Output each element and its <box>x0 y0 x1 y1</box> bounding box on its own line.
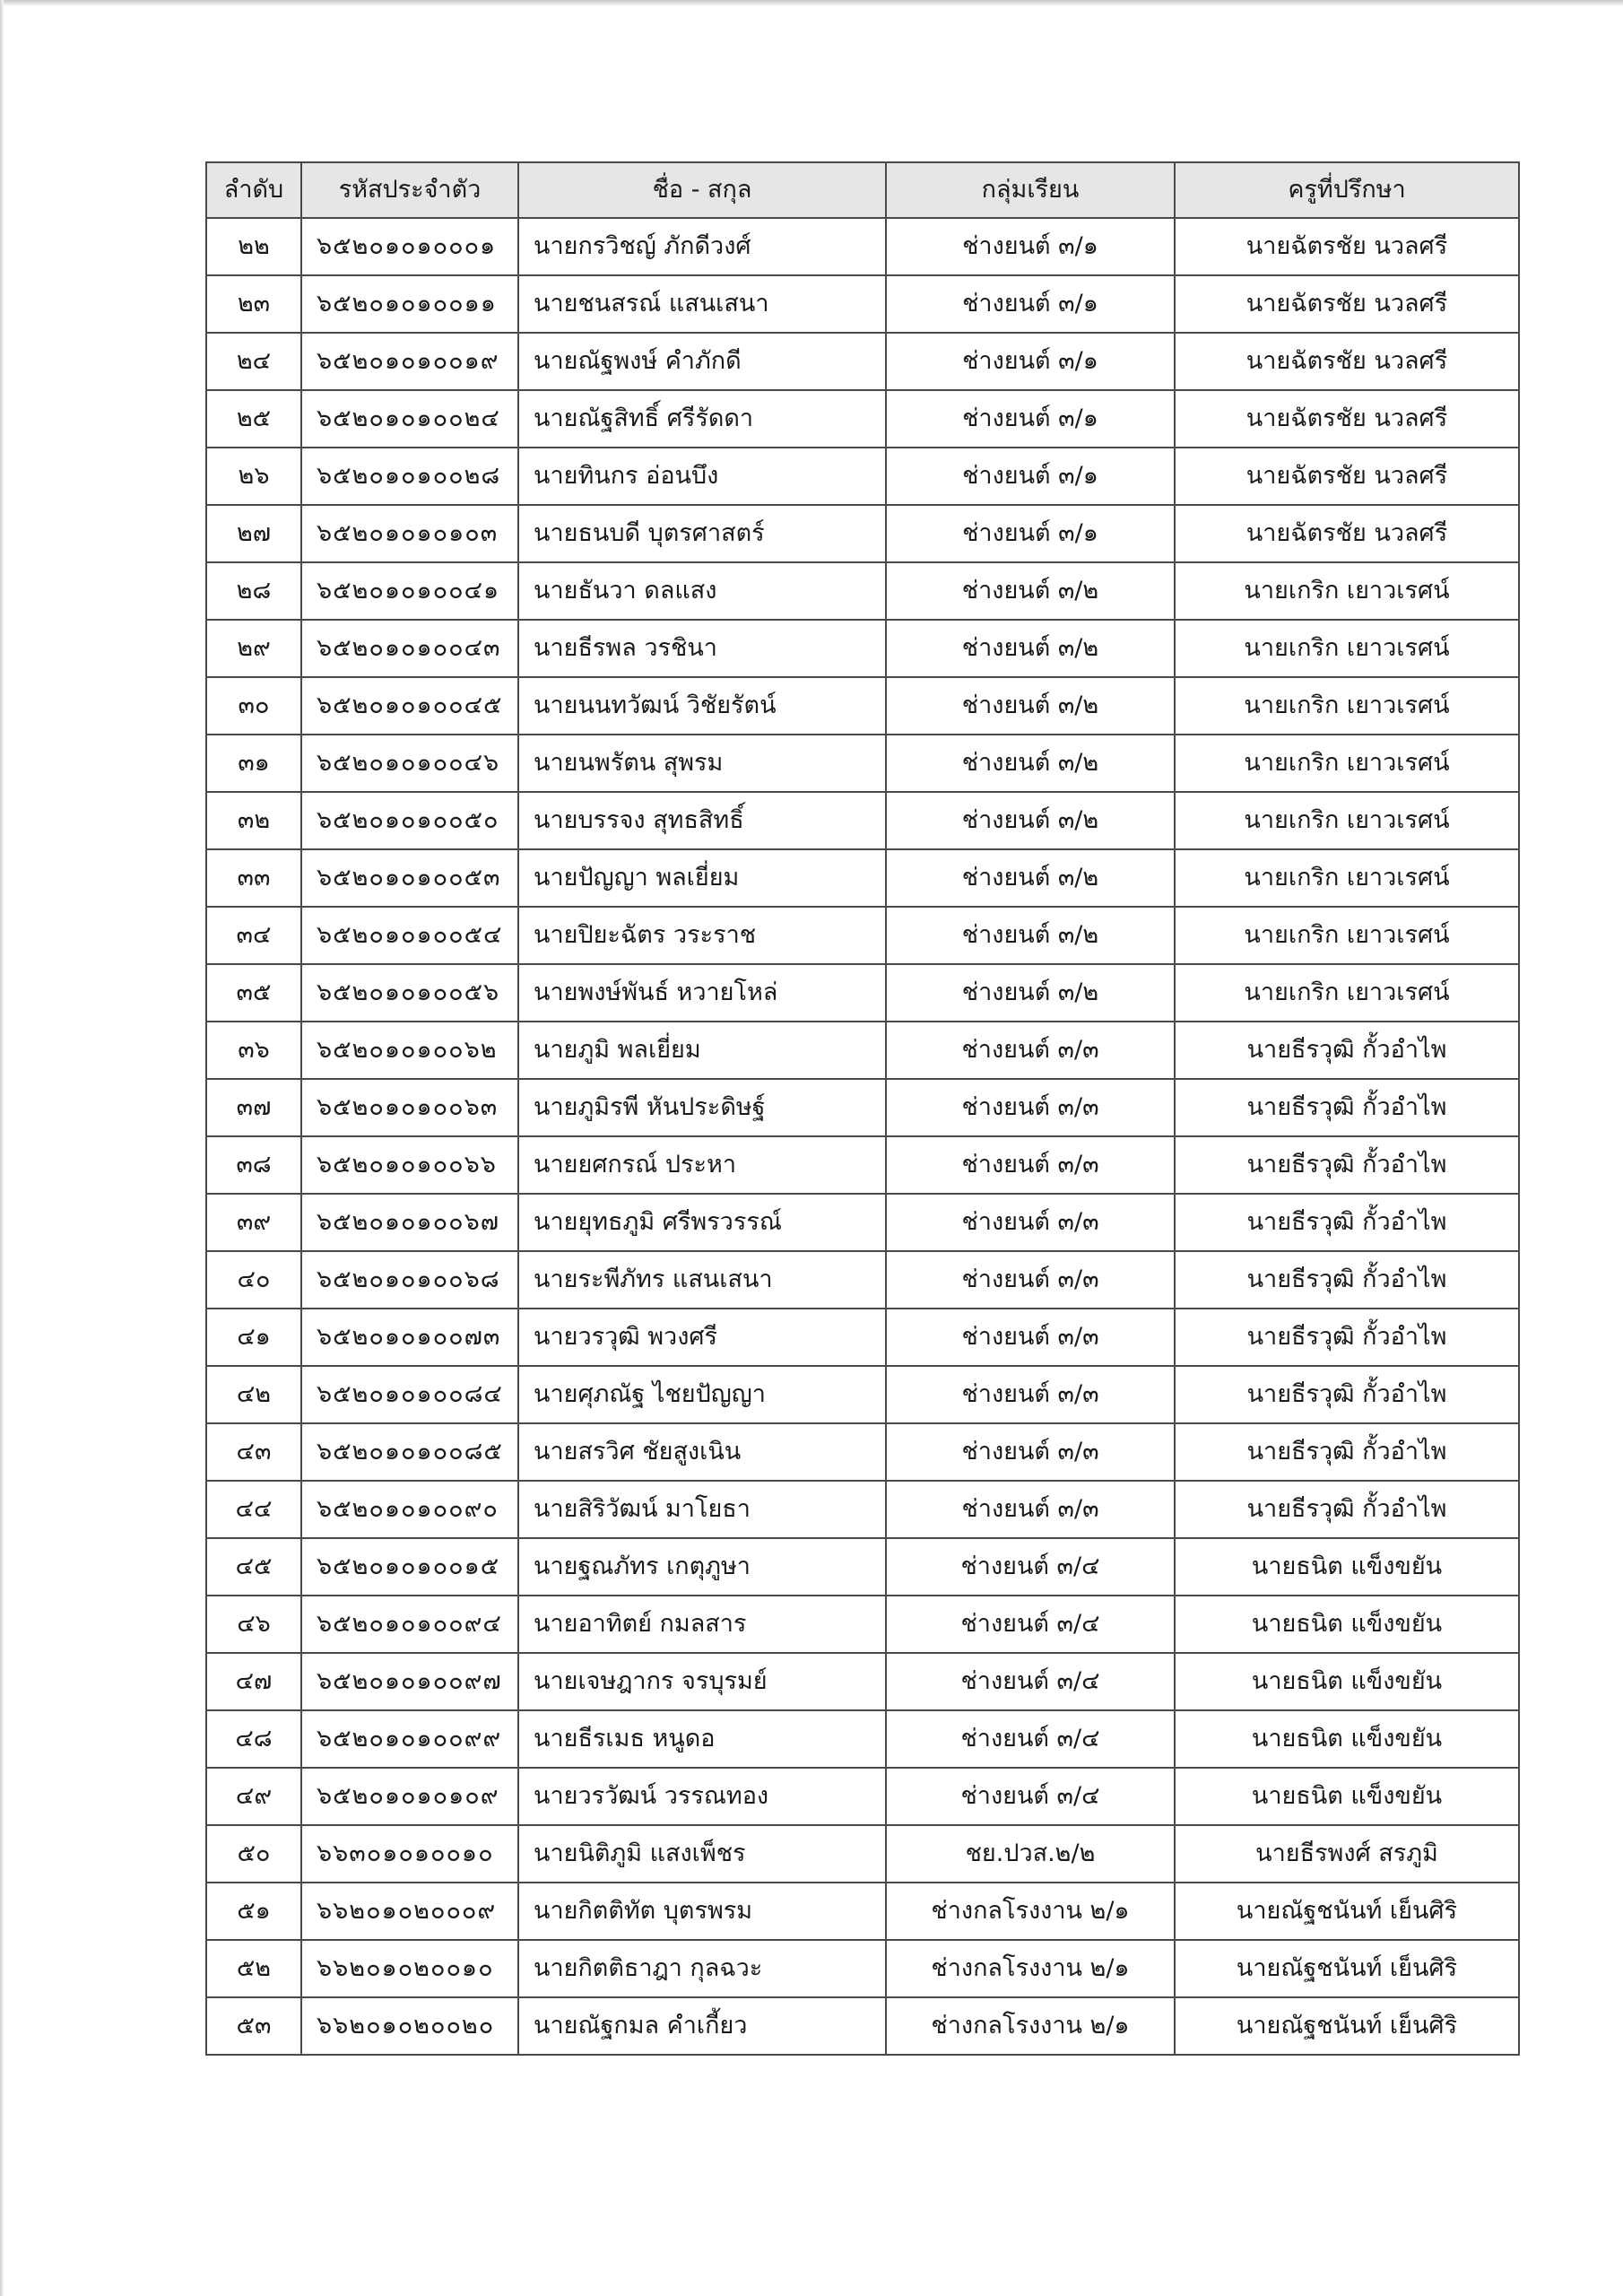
table-row <box>206 964 1519 1022</box>
row-order-cell: ๒๙ <box>206 620 301 677</box>
row-advisor-cell: นายธีรวุฒิ กั้วอำไพ <box>1175 1022 1519 1079</box>
row-class-group-cell: ช่างกลโรงงาน ๒/๑ <box>886 1883 1175 1940</box>
row-student-id-cell: ๖๕๒๐๑๐๑๐๐๒๔ <box>301 390 518 448</box>
row-advisor-cell: นายธีรวุฒิ กั้วอำไพ <box>1175 1309 1519 1366</box>
row-student-id-cell: ๖๕๒๐๑๐๑๐๐๗๓ <box>301 1309 518 1366</box>
row-order-cell: ๔๘ <box>206 1710 301 1768</box>
row-full-name-cell: นายนิติภูมิ แสงเพ็ชร <box>518 1825 886 1883</box>
row-advisor-cell: นายธนิต แข็งขยัน <box>1175 1538 1519 1596</box>
row-class-group-cell: ช่างยนต์ ๓/๔ <box>886 1710 1175 1768</box>
row-full-name-cell: นายวรวุฒิ พวงศรี <box>518 1309 886 1366</box>
row-class-group-cell: ช่างยนต์ ๓/๓ <box>886 1309 1175 1366</box>
row-advisor-cell: นายเกริก เยาวเรศน์ <box>1175 677 1519 735</box>
row-student-id-cell: ๖๕๒๐๑๐๑๐๐๕๓ <box>301 849 518 907</box>
row-student-id-cell: ๖๕๒๐๑๐๑๐๐๔๕ <box>301 677 518 735</box>
row-full-name-cell: นายณัฐกมล คำเกี้ยว <box>518 1997 886 2055</box>
row-order-cell: ๔๔ <box>206 1481 301 1538</box>
row-full-name-cell: นายกิตติธาฎา กุลฉวะ <box>518 1940 886 1997</box>
table-row <box>206 1710 1519 1768</box>
row-class-group-cell: ช่างยนต์ ๓/๓ <box>886 1481 1175 1538</box>
row-student-id-cell: ๖๕๒๐๑๐๑๐๐๔๑ <box>301 562 518 620</box>
table-row <box>206 735 1519 792</box>
row-full-name-cell: นายวรวัฒน์ วรรณทอง <box>518 1768 886 1825</box>
row-full-name-cell: นายยศกรณ์ ประหา <box>518 1136 886 1194</box>
row-full-name-cell: นายบรรจง สุทธสิทธิ์ <box>518 792 886 849</box>
row-full-name-cell: นายนนทวัฒน์ วิชัยรัตน์ <box>518 677 886 735</box>
row-class-group-cell: ช่างยนต์ ๓/๑ <box>886 275 1175 333</box>
header-order: ลำดับ <box>206 162 301 218</box>
header-student-id: รหัสประจำตัว <box>301 162 518 218</box>
row-order-cell: ๕๑ <box>206 1883 301 1940</box>
table-row <box>206 218 1519 275</box>
row-order-cell: ๓๓ <box>206 849 301 907</box>
row-class-group-cell: ช่างยนต์ ๓/๔ <box>886 1768 1175 1825</box>
row-order-cell: ๓๖ <box>206 1022 301 1079</box>
row-order-cell: ๓๕ <box>206 964 301 1022</box>
row-class-group-cell: ช่างยนต์ ๓/๓ <box>886 1022 1175 1079</box>
row-full-name-cell: นายพงษ์พันธ์ หวายโหล่ <box>518 964 886 1022</box>
row-student-id-cell: ๖๖๒๐๑๐๒๐๐๒๐ <box>301 1997 518 2055</box>
row-advisor-cell: นายธนิต แข็งขยัน <box>1175 1710 1519 1768</box>
row-student-id-cell: ๖๖๓๐๑๐๑๐๐๑๐ <box>301 1825 518 1883</box>
row-advisor-cell: นายธีรวุฒิ กั้วอำไพ <box>1175 1251 1519 1309</box>
table-row <box>206 1653 1519 1710</box>
row-order-cell: ๒๒ <box>206 218 301 275</box>
row-full-name-cell: นายภูมิรพี หันประดิษฐ์ <box>518 1079 886 1136</box>
table-row <box>206 1309 1519 1366</box>
row-advisor-cell: นายเกริก เยาวเรศน์ <box>1175 792 1519 849</box>
row-order-cell: ๕๐ <box>206 1825 301 1883</box>
row-class-group-cell: ช่างยนต์ ๓/๑ <box>886 333 1175 390</box>
header-class-group: กลุ่มเรียน <box>886 162 1175 218</box>
row-student-id-cell: ๖๕๒๐๑๐๑๐๐๒๘ <box>301 448 518 505</box>
table-row <box>206 1883 1519 1940</box>
row-advisor-cell: นายฉัตรชัย นวลศรี <box>1175 218 1519 275</box>
row-order-cell: ๔๑ <box>206 1309 301 1366</box>
table-row <box>206 390 1519 448</box>
row-order-cell: ๒๗ <box>206 505 301 562</box>
row-order-cell: ๒๕ <box>206 390 301 448</box>
row-class-group-cell: ช่างยนต์ ๓/๑ <box>886 390 1175 448</box>
row-student-id-cell: ๖๖๒๐๑๐๒๐๐๐๙ <box>301 1883 518 1940</box>
row-student-id-cell: ๖๕๒๐๑๐๑๐๐๕๖ <box>301 964 518 1022</box>
row-advisor-cell: นายธีรวุฒิ กั้วอำไพ <box>1175 1481 1519 1538</box>
row-student-id-cell: ๖๕๒๐๑๐๑๐๐๖๖ <box>301 1136 518 1194</box>
row-advisor-cell: นายธีรวุฒิ กั้วอำไพ <box>1175 1194 1519 1251</box>
table-header-row <box>206 162 1519 218</box>
row-order-cell: ๒๖ <box>206 448 301 505</box>
row-class-group-cell: ช่างยนต์ ๓/๓ <box>886 1251 1175 1309</box>
row-class-group-cell: ช่างยนต์ ๓/๒ <box>886 964 1175 1022</box>
row-order-cell: ๔๐ <box>206 1251 301 1309</box>
row-order-cell: ๓๙ <box>206 1194 301 1251</box>
row-class-group-cell: ช่างยนต์ ๓/๓ <box>886 1366 1175 1423</box>
row-order-cell: ๔๖ <box>206 1596 301 1653</box>
row-advisor-cell: นายธนิต แข็งขยัน <box>1175 1768 1519 1825</box>
row-student-id-cell: ๖๕๒๐๑๐๑๐๐๙๔ <box>301 1596 518 1653</box>
row-advisor-cell: นายเกริก เยาวเรศน์ <box>1175 620 1519 677</box>
table-row <box>206 1251 1519 1309</box>
row-student-id-cell: ๖๕๒๐๑๐๑๐๐๕๐ <box>301 792 518 849</box>
row-full-name-cell: นายณัฐสิทธิ์ ศรีรัดดา <box>518 390 886 448</box>
row-order-cell: ๒๔ <box>206 333 301 390</box>
row-student-id-cell: ๖๕๒๐๑๐๑๐๐๐๑ <box>301 218 518 275</box>
row-class-group-cell: ช่างยนต์ ๓/๒ <box>886 735 1175 792</box>
row-order-cell: ๓๑ <box>206 735 301 792</box>
row-student-id-cell: ๖๕๒๐๑๐๑๐๑๐๙ <box>301 1768 518 1825</box>
table-row <box>206 1423 1519 1481</box>
row-order-cell: ๓๒ <box>206 792 301 849</box>
row-full-name-cell: นายณัฐพงษ์ คำภักดี <box>518 333 886 390</box>
table-row <box>206 1022 1519 1079</box>
table-row <box>206 907 1519 964</box>
row-full-name-cell: นายสรวิศ ชัยสูงเนิน <box>518 1423 886 1481</box>
row-order-cell: ๒๘ <box>206 562 301 620</box>
row-advisor-cell: นายณัฐชนันท์ เย็นศิริ <box>1175 1997 1519 2055</box>
row-class-group-cell: ช่างยนต์ ๓/๒ <box>886 677 1175 735</box>
table-row <box>206 620 1519 677</box>
row-advisor-cell: นายเกริก เยาวเรศน์ <box>1175 735 1519 792</box>
scan-edge-top <box>0 0 1623 5</box>
table-row <box>206 1940 1519 1997</box>
row-order-cell: ๔๙ <box>206 1768 301 1825</box>
row-class-group-cell: ช่างยนต์ ๓/๒ <box>886 562 1175 620</box>
row-full-name-cell: นายปัญญา พลเยี่ยม <box>518 849 886 907</box>
row-student-id-cell: ๖๕๒๐๑๐๑๐๐๙๙ <box>301 1710 518 1768</box>
row-full-name-cell: นายภูมิ พลเยี่ยม <box>518 1022 886 1079</box>
row-advisor-cell: นายธีรวุฒิ กั้วอำไพ <box>1175 1366 1519 1423</box>
row-student-id-cell: ๖๕๒๐๑๐๑๐๐๖๗ <box>301 1194 518 1251</box>
table-body <box>206 218 1519 2055</box>
row-student-id-cell: ๖๕๒๐๑๐๑๐๐๔๖ <box>301 735 518 792</box>
row-advisor-cell: นายณัฐชนันท์ เย็นศิริ <box>1175 1940 1519 1997</box>
row-class-group-cell: ชย.ปวส.๒/๒ <box>886 1825 1175 1883</box>
row-advisor-cell: นายเกริก เยาวเรศน์ <box>1175 562 1519 620</box>
table-row <box>206 1768 1519 1825</box>
row-advisor-cell: นายธีรวุฒิ กั้วอำไพ <box>1175 1079 1519 1136</box>
table-row <box>206 1538 1519 1596</box>
row-advisor-cell: นายเกริก เยาวเรศน์ <box>1175 907 1519 964</box>
row-full-name-cell: นายปิยะฉัตร วระราช <box>518 907 886 964</box>
row-class-group-cell: ช่างยนต์ ๓/๓ <box>886 1194 1175 1251</box>
row-student-id-cell: ๖๕๒๐๑๐๑๐๐๙๐ <box>301 1481 518 1538</box>
table-row <box>206 448 1519 505</box>
row-full-name-cell: นายระพีภัทร แสนเสนา <box>518 1251 886 1309</box>
row-advisor-cell: นายฉัตรชัย นวลศรี <box>1175 333 1519 390</box>
row-full-name-cell: นายอาทิตย์ กมลสาร <box>518 1596 886 1653</box>
row-student-id-cell: ๖๖๒๐๑๐๒๐๐๑๐ <box>301 1940 518 1997</box>
row-class-group-cell: ช่างยนต์ ๓/๔ <box>886 1596 1175 1653</box>
table-row <box>206 1136 1519 1194</box>
row-advisor-cell: นายณัฐชนันท์ เย็นศิริ <box>1175 1883 1519 1940</box>
table-row <box>206 1194 1519 1251</box>
row-student-id-cell: ๖๕๒๐๑๐๑๐๐๘๔ <box>301 1366 518 1423</box>
table-row <box>206 1825 1519 1883</box>
row-full-name-cell: นายฐณภัทร เกตุภูษา <box>518 1538 886 1596</box>
row-class-group-cell: ช่างยนต์ ๓/๑ <box>886 218 1175 275</box>
row-full-name-cell: นายยุทธภูมิ ศรีพรวรรณ์ <box>518 1194 886 1251</box>
table-row <box>206 1366 1519 1423</box>
row-order-cell: ๓๐ <box>206 677 301 735</box>
row-class-group-cell: ช่างกลโรงงาน ๒/๑ <box>886 1997 1175 2055</box>
row-order-cell: ๓๗ <box>206 1079 301 1136</box>
row-order-cell: ๕๒ <box>206 1940 301 1997</box>
row-order-cell: ๓๘ <box>206 1136 301 1194</box>
row-full-name-cell: นายเจษฎากร จรบุรมย์ <box>518 1653 886 1710</box>
row-class-group-cell: ช่างยนต์ ๓/๒ <box>886 849 1175 907</box>
row-full-name-cell: นายนพรัตน สุพรม <box>518 735 886 792</box>
row-advisor-cell: นายธนิต แข็งขยัน <box>1175 1596 1519 1653</box>
row-full-name-cell: นายธันวา ดลแสง <box>518 562 886 620</box>
table-row <box>206 1079 1519 1136</box>
row-student-id-cell: ๖๕๒๐๑๐๑๐๐๖๓ <box>301 1079 518 1136</box>
row-advisor-cell: นายฉัตรชัย นวลศรี <box>1175 448 1519 505</box>
row-full-name-cell: นายธีรเมธ หนูดอ <box>518 1710 886 1768</box>
row-order-cell: ๒๓ <box>206 275 301 333</box>
row-student-id-cell: ๖๕๒๐๑๐๑๐๑๐๓ <box>301 505 518 562</box>
table-row <box>206 1997 1519 2055</box>
row-student-id-cell: ๖๕๒๐๑๐๑๐๐๖๘ <box>301 1251 518 1309</box>
row-student-id-cell: ๖๕๒๐๑๐๑๐๐๕๔ <box>301 907 518 964</box>
row-advisor-cell: นายฉัตรชัย นวลศรี <box>1175 505 1519 562</box>
row-full-name-cell: นายชนสรณ์ แสนเสนา <box>518 275 886 333</box>
row-full-name-cell: นายกรวิชญ์ ภักดีวงศ์ <box>518 218 886 275</box>
row-full-name-cell: นายธีรพล วรชินา <box>518 620 886 677</box>
table-row <box>206 275 1519 333</box>
header-advisor: ครูที่ปรึกษา <box>1175 162 1519 218</box>
row-student-id-cell: ๖๕๒๐๑๐๑๐๐๙๗ <box>301 1653 518 1710</box>
row-order-cell: ๔๕ <box>206 1538 301 1596</box>
row-advisor-cell: นายเกริก เยาวเรศน์ <box>1175 964 1519 1022</box>
row-order-cell: ๔๒ <box>206 1366 301 1423</box>
row-class-group-cell: ช่างยนต์ ๓/๓ <box>886 1136 1175 1194</box>
row-student-id-cell: ๖๕๒๐๑๐๑๐๐๑๑ <box>301 275 518 333</box>
row-class-group-cell: ช่างยนต์ ๓/๒ <box>886 620 1175 677</box>
row-advisor-cell: นายเกริก เยาวเรศน์ <box>1175 849 1519 907</box>
table-row <box>206 1481 1519 1538</box>
row-order-cell: ๓๔ <box>206 907 301 964</box>
row-advisor-cell: นายฉัตรชัย นวลศรี <box>1175 275 1519 333</box>
row-class-group-cell: ช่างยนต์ ๓/๒ <box>886 792 1175 849</box>
row-order-cell: ๕๓ <box>206 1997 301 2055</box>
row-class-group-cell: ช่างกลโรงงาน ๒/๑ <box>886 1940 1175 1997</box>
row-class-group-cell: ช่างยนต์ ๓/๒ <box>886 907 1175 964</box>
table-row <box>206 1596 1519 1653</box>
row-full-name-cell: นายธนบดี บุตรศาสตร์ <box>518 505 886 562</box>
row-class-group-cell: ช่างยนต์ ๓/๓ <box>886 1423 1175 1481</box>
table-row <box>206 792 1519 849</box>
row-advisor-cell: นายฉัตรชัย นวลศรี <box>1175 390 1519 448</box>
row-advisor-cell: นายธนิต แข็งขยัน <box>1175 1653 1519 1710</box>
row-class-group-cell: ช่างยนต์ ๓/๑ <box>886 448 1175 505</box>
table-row <box>206 849 1519 907</box>
row-advisor-cell: นายธีรพงศ์ สรภูมิ <box>1175 1825 1519 1883</box>
row-student-id-cell: ๖๕๒๐๑๐๑๐๐๖๒ <box>301 1022 518 1079</box>
header-full-name: ชื่อ - สกุล <box>518 162 886 218</box>
row-student-id-cell: ๖๕๒๐๑๐๑๐๐๑๕ <box>301 1538 518 1596</box>
row-full-name-cell: นายศุภณัฐ ไชยปัญญา <box>518 1366 886 1423</box>
row-student-id-cell: ๖๕๒๐๑๐๑๐๐๔๓ <box>301 620 518 677</box>
row-student-id-cell: ๖๕๒๐๑๐๑๐๐๘๕ <box>301 1423 518 1481</box>
table-row <box>206 562 1519 620</box>
row-order-cell: ๔๓ <box>206 1423 301 1481</box>
row-student-id-cell: ๖๕๒๐๑๐๑๐๐๑๙ <box>301 333 518 390</box>
row-class-group-cell: ช่างยนต์ ๓/๔ <box>886 1538 1175 1596</box>
row-order-cell: ๔๗ <box>206 1653 301 1710</box>
row-advisor-cell: นายธีรวุฒิ กั้วอำไพ <box>1175 1136 1519 1194</box>
student-roster-table <box>205 161 1520 2056</box>
row-class-group-cell: ช่างยนต์ ๓/๔ <box>886 1653 1175 1710</box>
row-class-group-cell: ช่างยนต์ ๓/๑ <box>886 505 1175 562</box>
scan-edge-left <box>0 0 4 2296</box>
table-row <box>206 677 1519 735</box>
table-row <box>206 333 1519 390</box>
row-advisor-cell: นายธีรวุฒิ กั้วอำไพ <box>1175 1423 1519 1481</box>
row-full-name-cell: นายกิตติทัต บุตรพรม <box>518 1883 886 1940</box>
row-class-group-cell: ช่างยนต์ ๓/๓ <box>886 1079 1175 1136</box>
table-row <box>206 505 1519 562</box>
row-full-name-cell: นายสิริวัฒน์ มาโยธา <box>518 1481 886 1538</box>
row-full-name-cell: นายทินกร อ่อนบึง <box>518 448 886 505</box>
